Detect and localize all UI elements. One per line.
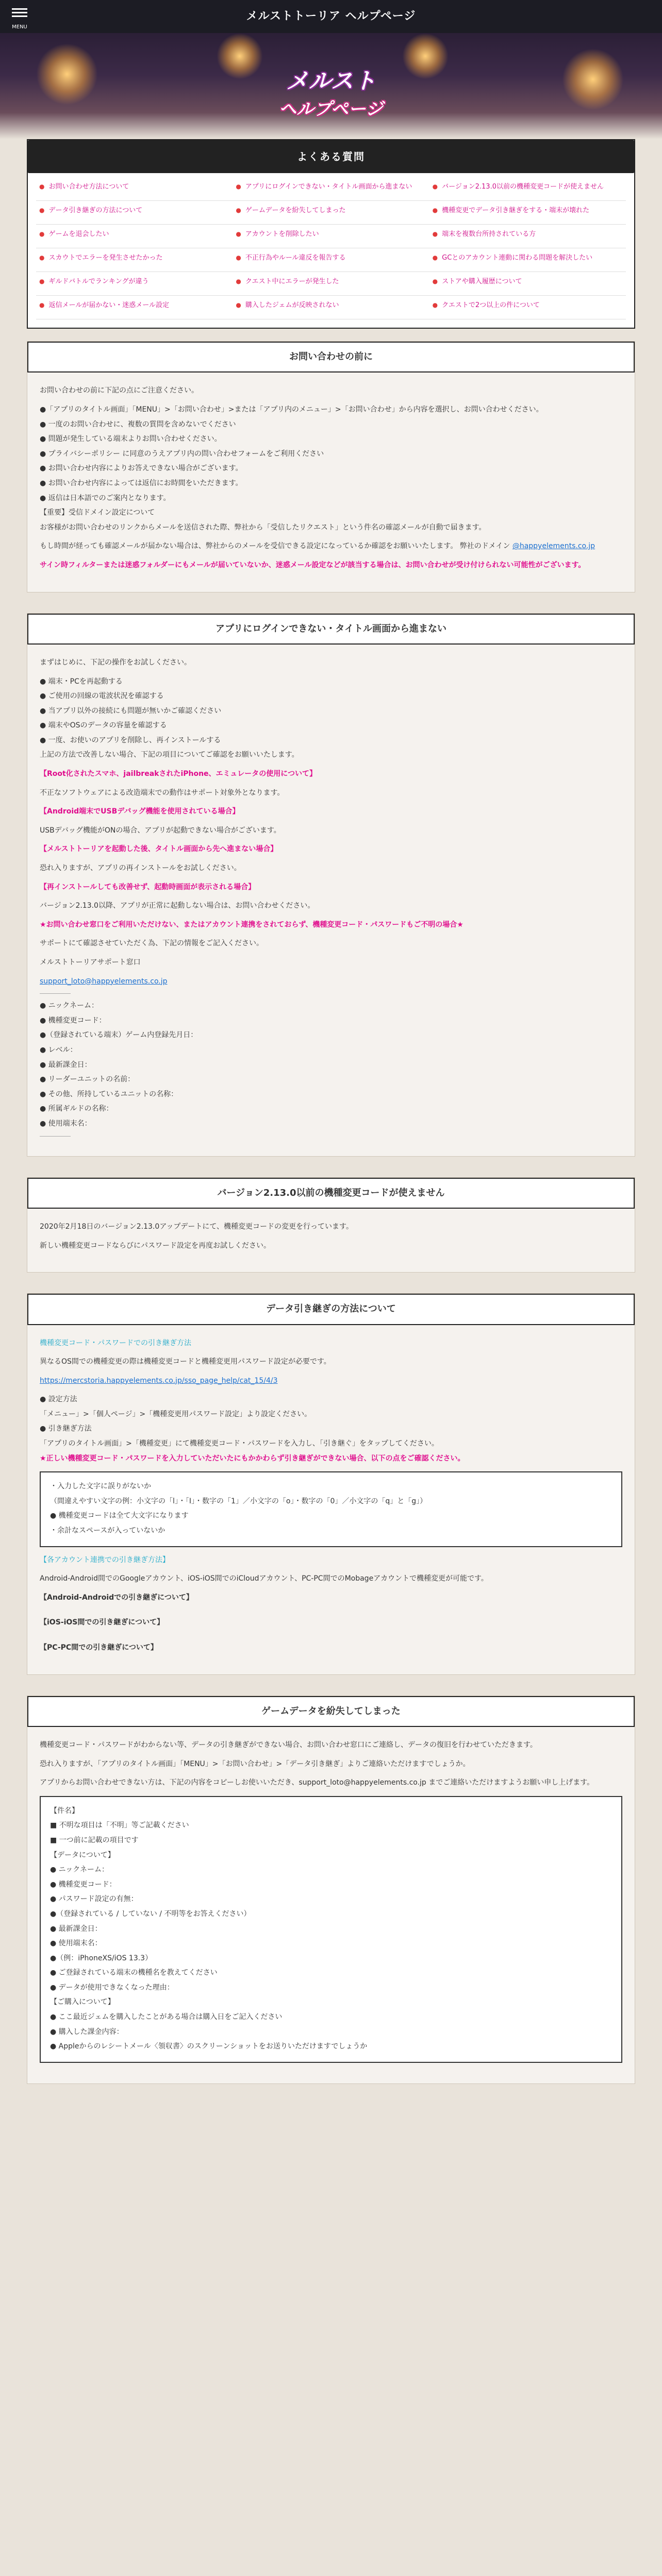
faq-link-item[interactable] — [429, 296, 626, 319]
faq-link-label: スカウトでエラーを発生させたかった — [48, 254, 163, 262]
lost-form-line: ● データが使用できなくなった理由： — [50, 1983, 174, 1992]
bullet-icon: ● — [39, 230, 45, 238]
mail-note-text: もし時間が経っても確認メールが届かない場合は、弊社からのメールを受信できる設定になっているか確認をお願いいたします。 — [40, 542, 458, 551]
bullet-icon: ● — [39, 207, 45, 214]
lamp-glow-decoration — [562, 48, 624, 110]
site-logo — [233, 50, 429, 128]
info-list-item: ● 使用端末名： — [40, 1119, 92, 1128]
transfer-help-link[interactable]: https://mercstoria.happyelements.co.jp/sso_page_help/cat_15/4/3 — [40, 1376, 278, 1385]
contact-intro: お問い合わせの前に下記の点にご注意ください。 — [40, 386, 198, 395]
lost-p1: 機種変更コード・パスワードがわからない等、データの引き継ぎができない場合、お問い合わせ窓口にご連絡し、データの復旧を行わせていただきます。 — [40, 1740, 537, 1749]
version-panel — [27, 1177, 635, 1273]
transfer-check-item: （間違えやすい文字の例：小文字の「l」・「I」・数字の「1」／小文字の「o」・数字の「0」／小文字の「q」と「g」） — [50, 1497, 427, 1505]
faq-link-item[interactable] — [36, 225, 233, 248]
version-title: バージョン2.13.0以前の機種変更コードが使えません — [27, 1178, 635, 1209]
faq-link-item[interactable] — [429, 272, 626, 296]
transfer-check-item: ・入力した文字に誤りがないか — [50, 1482, 151, 1491]
domain-link[interactable]: @happyelements.co.jp — [512, 542, 595, 551]
info-list-item: ● 所属ギルドの名称： — [40, 1105, 113, 1113]
login-title: アプリにログインできない・タイトル画面から進まない — [27, 614, 635, 645]
login-intro: まずはじめに、下記の操作をお試しください。 — [40, 658, 191, 667]
lost-p2: 恐れ入りますが、「アプリのタイトル画面」「MENU」>「お問い合わせ」>「データ引き継ぎ」よりご連絡いただけますでしょうか。 — [40, 1759, 470, 1768]
divider — [40, 1136, 71, 1137]
contact-bullet: ● お問い合わせ内容によりお答えできない場合がございます。 — [40, 464, 243, 473]
header-bar — [0, 0, 662, 33]
lost-form-line: 【データについて】 — [50, 1851, 115, 1859]
lamp-glow-decoration — [36, 43, 98, 105]
info-list-item: ● 最新課金日： — [40, 1060, 92, 1069]
lost-form-line: ● ここ最近ジェムを購入したことがある場合は購入日をご記入ください — [50, 2013, 283, 2022]
faq-section — [27, 139, 635, 329]
transfer-check-box — [40, 1471, 622, 1547]
contact-warning: サイン時フィルターまたは迷惑フォルダーにもメールが届いていないか、迷惑メール設定などが該当する場合は、お問い合わせが受け付けられない可能性がございます。 — [40, 561, 586, 569]
contact-panel — [27, 341, 635, 592]
login-sub4: 【再インストールしても改善せず、起動時画面が表示される場合】 — [40, 883, 256, 891]
contact-bullet: ● 一度のお問い合わせに、複数の質問を含めないでください — [40, 420, 236, 429]
version-p1: 2020年2月18日のバージョン2.13.0アップデートにて、機種変更コードの変更を行っています。 — [40, 1222, 353, 1231]
bullet-icon: ● — [432, 301, 438, 309]
transfer-sub5: 【PC-PC間での引き継ぎについて】 — [40, 1643, 158, 1652]
login-p5: サポートにて確認させていただく為、下記の情報をご記入ください。 — [40, 939, 263, 948]
faq-link-label: 購入したジェムが反映されない — [245, 301, 339, 309]
contact-bullet: 【重要】受信ドメイン設定について — [40, 509, 155, 517]
transfer-step: ● 引き継ぎ方法 — [40, 1425, 92, 1433]
faq-link-item[interactable] — [429, 225, 626, 248]
faq-link-item[interactable] — [429, 177, 626, 201]
lost-form-line: ● ご登録されている端末の機種名を教えてください — [50, 1969, 218, 1977]
faq-link-label: バージョン2.13.0以前の機種変更コードが使えません — [442, 183, 604, 191]
bullet-icon: ● — [236, 301, 241, 309]
transfer-warning: ★正しい機種変更コード・パスワードを入力していただいたにもかかわらず引き継ぎができない場合、以下の点をご確認ください。 — [40, 1454, 465, 1463]
lost-form-line: ● ニックネーム： — [50, 1866, 109, 1874]
contact-bullet: ●「アプリのタイトル画面」「MENU」>「お問い合わせ」>または「アプリ内のメニュー」>「お問い合わせ」から内容を選択し、お問い合わせください。 — [40, 405, 543, 414]
hero-banner — [0, 33, 662, 139]
login-panel — [27, 613, 635, 1157]
info-list-item: ● その他、所持しているユニットの名称： — [40, 1090, 178, 1098]
faq-link-item[interactable] — [429, 201, 626, 225]
faq-link-item[interactable] — [36, 272, 233, 296]
logo-title: メルスト — [286, 68, 376, 94]
support-mail-label: メルストトーリアサポート窓口 — [40, 958, 141, 967]
faq-link-label: ストアや購入履歴について — [442, 278, 522, 285]
info-list-item: ● 機種変更コード： — [40, 1016, 106, 1025]
support-mail-link[interactable]: support_loto@happyelements.co.jp — [40, 977, 168, 986]
lost-form-line: ●（例：iPhoneXS/iOS 13.3） — [50, 1954, 153, 1962]
login-note: 上記の方法で改善しない場合、下記の項目についてご確認をお願いいたします。 — [40, 751, 299, 759]
login-bullet: ● 端末・PCを再起動する — [40, 677, 123, 686]
bullet-icon: ● — [432, 207, 438, 214]
bullet-icon: ● — [432, 183, 438, 190]
login-sub1: 【Root化されたスマホ、jailbreakされたiPhone、エミュレータの使用について】 — [40, 770, 317, 778]
info-list-item: ●（登録されている端末）ゲーム内登録先月日： — [40, 1031, 198, 1040]
divider — [40, 993, 71, 994]
login-bullets — [40, 675, 622, 748]
lost-form-line: ■ 不明な項目は「不明」等ご記載ください — [50, 1821, 189, 1830]
version-p2: 新しい機種変更コードならびにパスワード設定を再度お試しください。 — [40, 1241, 271, 1250]
lost-form-line: ● 使用端末名： — [50, 1939, 102, 1948]
info-list-item: ● リーダーユニットの名前： — [40, 1075, 135, 1084]
bullet-icon: ● — [236, 230, 241, 238]
contact-bullets — [40, 403, 622, 520]
faq-link-item[interactable] — [233, 248, 429, 272]
faq-link-label: 機種変更でデータ引き継ぎをする・端末が壊れた — [442, 207, 590, 214]
login-sub5: ★お問い合わせ窓口をご利用いただけない、またはアカウント連携をされておらず、機種変更コード・パスワードもご不明の場合★ — [40, 920, 464, 929]
logo-subtitle: ヘルプページ — [279, 99, 383, 120]
faq-link-item[interactable] — [233, 177, 429, 201]
login-bullet: ● ご使用の回線の電波状況を確認する — [40, 692, 164, 701]
faq-link-label: ゲームを退会したい — [48, 230, 109, 238]
lost-form-line: ●（登録されている / していない / 不明等をお答えください） — [50, 1909, 251, 1918]
info-list-item: ● レベル： — [40, 1045, 77, 1054]
faq-link-label: 不正行為やルール違反を報告する — [245, 254, 346, 262]
transfer-sub2: 【各アカウント連携での引き継ぎ方法】 — [40, 1555, 170, 1564]
transfer-check-item: ・余計なスペースが入っていないか — [50, 1527, 166, 1535]
login-bullet: ● 当アプリ以外の接続にも問題が無いかご確認ください — [40, 706, 222, 715]
login-sub3: 【メルストトーリアを起動した後、タイトル画面から先へ進まない場合】 — [40, 845, 278, 854]
transfer-p2: Android-Android間でのGoogleアカウント、iOS-iOS間でのiCloudアカウント、PC-PC間でのMobageアカウントで機種変更が可能です。 — [40, 1574, 488, 1583]
faq-link-label: 返信メールが届かない・迷惑メール設定 — [48, 301, 169, 309]
lost-form-line: 【ご購入について】 — [50, 1998, 115, 2007]
bullet-icon: ● — [236, 254, 241, 261]
contact-bullet: ● 問題が発生している端末よりお問い合わせください。 — [40, 435, 222, 444]
faq-link-label: クエスト中にエラーが発生した — [245, 278, 339, 285]
contact-note: お客様がお問い合わせのリンクからメールを送信された際、弊社から「受信したリクエスト」という件名の確認メールが自動で届きます。 — [40, 523, 486, 532]
transfer-p1: 異なるOS間での機種変更の際は機種変更コードと機種変更用パスワード設定が必要です。 — [40, 1358, 331, 1366]
bullet-icon: ● — [39, 254, 45, 261]
contact-bullet: ● お問い合わせ内容によっては返信にお時間をいただきます。 — [40, 479, 243, 487]
transfer-sub1: 機種変更コード・パスワードでの引き継ぎ方法 — [40, 1338, 191, 1347]
bullet-icon: ● — [432, 230, 438, 238]
hamburger-icon — [12, 8, 27, 17]
faq-link-label: 端末を複数台所持されている方 — [442, 230, 536, 238]
transfer-step: ● 設定方法 — [40, 1395, 77, 1404]
faq-link-item[interactable] — [36, 248, 233, 272]
info-list-item: ● ニックネーム： — [40, 1002, 98, 1010]
faq-link-item[interactable] — [233, 201, 429, 225]
lost-form-line: ● Appleからのレシートメール〈領収書〉のスクリーンショットをお送りいただけますでしょうか — [50, 2042, 368, 2051]
faq-link-label: ゲームデータを紛失してしまった — [245, 207, 346, 214]
lost-panel — [27, 1696, 635, 2084]
login-p1: 不正なソフトウェアによる改造端末での動作はサポート対象外となります。 — [40, 788, 285, 797]
lost-form-line: ● 購入した課金内容： — [50, 2027, 124, 2036]
faq-link-label: お問い合わせ方法について — [48, 183, 129, 191]
faq-link-label: クエストで2つ以上の件について — [442, 301, 540, 309]
bullet-icon: ● — [432, 254, 438, 261]
faq-link-label: アカウントを削除したい — [245, 230, 319, 238]
faq-link-item[interactable] — [233, 272, 429, 296]
bullet-icon: ● — [39, 183, 45, 190]
lost-form-line: ● 最新課金日： — [50, 1924, 102, 1933]
lost-form-line: ● 機種変更コード： — [50, 1880, 117, 1889]
header-title: メルストトーリア ヘルプページ — [246, 10, 416, 23]
faq-link-item[interactable] — [233, 225, 429, 248]
faq-link-item[interactable] — [36, 201, 233, 225]
transfer-check-item: ● 機種変更コードは全て大文字になります — [50, 1512, 189, 1520]
login-bullet: ● 一度、お使いのアプリを削除し、再インストールする — [40, 736, 221, 744]
lost-form-line: ● パスワード設定の有無： — [50, 1895, 138, 1904]
faq-link-label: GCとのアカウント連動に関わる問題を解決したい — [442, 254, 593, 262]
faq-link-label: アプリにログインできない・タイトル画面から進まない — [245, 183, 412, 191]
lost-title: ゲームデータを紛失してしまった — [27, 1696, 635, 1727]
transfer-steps — [40, 1393, 622, 1450]
login-p3: 恐れ入りますが、アプリの再インストールをお試しください。 — [40, 864, 241, 873]
faq-link-item[interactable] — [233, 296, 429, 319]
bullet-icon: ● — [432, 278, 438, 285]
domain-text: 弊社のドメイン — [459, 542, 510, 551]
bullet-icon: ● — [236, 278, 241, 285]
bullet-icon: ● — [236, 207, 241, 214]
faq-link-label: ギルドバトルでランキングが違う — [48, 278, 149, 285]
faq-grid — [28, 173, 634, 328]
bullet-icon: ● — [236, 183, 241, 190]
lost-form-line: 【件名】 — [50, 1806, 79, 1815]
faq-title: よくある質問 — [28, 140, 634, 173]
menu-label: MENU — [12, 24, 27, 30]
contact-bullet: ● 返信は日本語でのご案内となります。 — [40, 494, 171, 502]
transfer-title: データ引き継ぎの方法について — [27, 1294, 635, 1325]
login-p4: バージョン2.13.0以降、アプリが正常に起動しない場合は、お問い合わせください。 — [40, 902, 315, 910]
transfer-step: 「メニュー」>「個人ページ」>「機種変更用パスワード設定」より設定ください。 — [40, 1410, 312, 1418]
bullet-icon: ● — [39, 278, 45, 285]
transfer-sub3: 【Android-Androidでの引き継ぎについて】 — [40, 1593, 193, 1602]
faq-link-label: データ引き継ぎの方法について — [48, 207, 143, 214]
faq-link-item[interactable] — [36, 177, 233, 201]
menu-button[interactable] — [9, 6, 30, 33]
lost-p3: アプリからお問い合わせできない方は、下記の内容をコピーしお使いいただき、support_loto@happyelements.co.jp までご連絡いただけますようお願い申し上げます。 — [40, 1778, 594, 1787]
login-p2: USBデバッグ機能がONの場合、アプリが起動できない場合がございます。 — [40, 826, 281, 835]
transfer-step: 「アプリのタイトル画面」>「機種変更」にて機種変更コード・パスワードを入力し、「引き継ぐ」をタップしてください。 — [40, 1439, 439, 1448]
contact-mail-note — [40, 539, 622, 553]
login-bullet: ● 端末やOSのデータの容量を確認する — [40, 721, 167, 730]
login-info-list — [40, 999, 622, 1130]
lost-form-template — [40, 1796, 622, 2063]
contact-title: お問い合わせの前に — [27, 342, 635, 372]
transfer-sub4: 【iOS-iOS間での引き継ぎについて】 — [40, 1618, 164, 1627]
transfer-panel — [27, 1293, 635, 1674]
faq-link-item[interactable] — [429, 248, 626, 272]
bullet-icon: ● — [39, 301, 45, 309]
faq-link-item[interactable] — [36, 296, 233, 319]
contact-bullet: ● プライバシーポリシー に同意のうえアプリ内の問い合わせフォームをご利用ください — [40, 449, 324, 458]
lost-form-line: ■ 一つ前に記載の項目です — [50, 1836, 139, 1844]
login-sub2: 【Android端末でUSBデバッグ機能を使用されている場合】 — [40, 807, 240, 816]
